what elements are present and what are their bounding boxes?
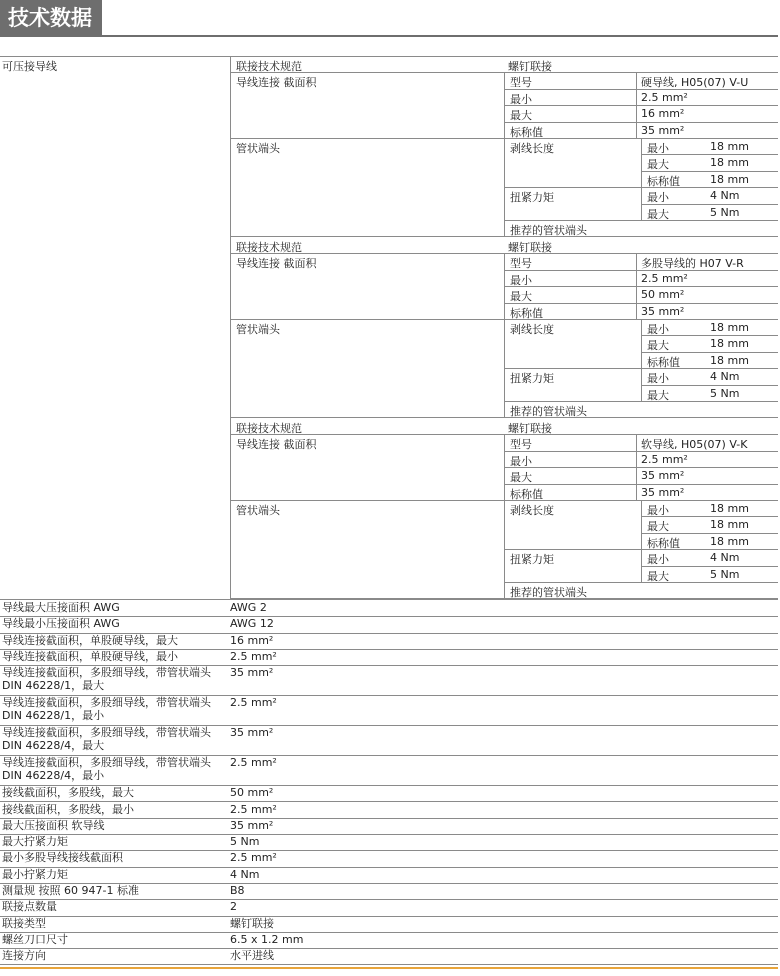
spec-value: 35 mm² [230, 666, 274, 680]
strip-min-label: 最小 [647, 504, 669, 517]
type-label: 型号 [510, 438, 532, 452]
row-rule [641, 516, 778, 517]
min-value: 2.5 mm² [641, 90, 688, 104]
spec-label: 螺丝刀口尺寸 [2, 932, 68, 946]
row-rule [504, 467, 778, 468]
spec-value: 水平进线 [230, 949, 274, 963]
row-rule [504, 89, 778, 90]
spec-value: 2.5 mm² [230, 756, 277, 770]
strip-nominal-value: 18 mm [710, 172, 749, 186]
strip-nominal-label: 标称值 [647, 174, 680, 188]
row-rule [504, 286, 778, 287]
spec-row [0, 818, 778, 835]
row-rule [504, 122, 778, 123]
spec-label: 最小多股导线接线截面积 [2, 851, 123, 865]
nominal-label: 标称值 [510, 487, 543, 501]
type-value: 硬导线, H05(07) V-U [641, 76, 749, 90]
strip-max-value: 18 mm [710, 337, 749, 351]
max-value: 50 mm² [641, 288, 685, 302]
row-rule [504, 401, 778, 402]
strip-min-value: 18 mm [710, 502, 749, 515]
cell-divider [641, 138, 642, 220]
row-rule [504, 549, 778, 550]
spec-value: AWG 2 [230, 601, 267, 614]
connection-spec-value: 螺钉联接 [508, 60, 552, 73]
spec-row [0, 695, 778, 726]
recommended-ferrule-label: 推荐的管状端头 [510, 224, 587, 237]
min-value: 2.5 mm² [641, 271, 688, 285]
torque-max-label: 最大 [647, 388, 669, 402]
spec-value: 螺钉联接 [230, 916, 274, 930]
spec-label: 导线连接截面积，多股细导线，带管状端头 DIN 46228/1，最小 [2, 696, 211, 723]
strip-length-label: 剥线长度 [510, 323, 554, 336]
row-rule [230, 236, 778, 237]
spec-value: 2.5 mm² [230, 649, 277, 663]
ferrule-label: 管状端头 [236, 504, 280, 517]
spec-label: 导线连接截面积，单股硬导线，最小 [2, 649, 178, 663]
spec-label: 导线连接截面积，单股硬导线，最大 [2, 633, 178, 647]
spec-label: 导线连接截面积，多股细导线，带管状端头 DIN 46228/4，最大 [2, 726, 211, 753]
recommended-ferrule-label: 推荐的管状端头 [510, 586, 587, 599]
torque-label: 扭紧力矩 [510, 553, 554, 567]
table-top-rule [0, 56, 778, 57]
strip-nominal-label: 标称值 [647, 355, 680, 369]
conductor-label: 可压接导线 [2, 60, 57, 73]
spec-label: 导线最小压接面积 AWG [2, 617, 120, 631]
type-value: 多股导线的 H07 V-R [641, 257, 744, 271]
torque-min-value: 4 Nm [710, 370, 740, 384]
spec-row [0, 649, 778, 666]
spec-label: 联接点数量 [2, 900, 57, 914]
spec-value: 4 Nm [230, 867, 260, 881]
type-value: 软导线, H05(07) V-K [641, 438, 748, 452]
nominal-value: 35 mm² [641, 485, 685, 499]
min-label: 最小 [510, 273, 532, 287]
spec-label: 导线最大压接面积 AWG [2, 601, 120, 614]
ferrule-label: 管状端头 [236, 142, 280, 155]
spec-label: 最大拧紧力矩 [2, 835, 68, 849]
max-value: 35 mm² [641, 469, 685, 483]
spec-row [0, 932, 778, 949]
row-rule [641, 352, 778, 353]
strip-max-value: 18 mm [710, 518, 749, 532]
strip-nominal-label: 标称值 [647, 536, 680, 550]
torque-min-label: 最小 [647, 553, 669, 567]
strip-max-value: 18 mm [710, 156, 749, 170]
spec-label: 导线连接截面积，多股细导线，带管状端头 DIN 46228/1，最大 [2, 666, 211, 693]
min-label: 最小 [510, 92, 532, 106]
torque-max-label: 最大 [647, 569, 669, 583]
min-label: 最小 [510, 454, 532, 468]
row-rule [504, 451, 778, 452]
cell-divider [641, 319, 642, 401]
max-label: 最大 [510, 109, 532, 123]
spec-row [0, 616, 778, 633]
nominal-label: 标称值 [510, 306, 543, 320]
torque-min-label: 最小 [647, 191, 669, 205]
strip-min-label: 最小 [647, 142, 669, 155]
spec-row [0, 899, 778, 916]
spec-row [0, 665, 778, 696]
strip-min-value: 18 mm [710, 140, 749, 153]
row-rule [504, 105, 778, 106]
torque-label: 扭紧力矩 [510, 372, 554, 386]
row-rule [504, 270, 778, 271]
spec-value: 35 mm² [230, 726, 274, 740]
spec-row [0, 600, 778, 617]
torque-max-label: 最大 [647, 207, 669, 221]
row-rule [504, 303, 778, 304]
nominal-label: 标称值 [510, 125, 543, 139]
connection-spec-value: 螺钉联接 [508, 241, 552, 254]
row-rule [641, 154, 778, 155]
strip-nominal-value: 18 mm [710, 353, 749, 367]
strip-min-label: 最小 [647, 323, 669, 336]
strip-max-label: 最大 [647, 520, 669, 534]
spec-label: 联接类型 [2, 916, 46, 930]
connection-spec-value: 螺钉联接 [508, 422, 552, 435]
row-rule [641, 171, 778, 172]
section-title: 技术数据 [0, 0, 102, 36]
torque-label: 扭紧力矩 [510, 191, 554, 205]
row-rule [641, 385, 778, 386]
spec-row [0, 785, 778, 802]
spec-label: 接线截面积，多股线，最小 [2, 802, 134, 816]
spec-value: 6.5 x 1.2 mm [230, 932, 304, 946]
spec-value: 2.5 mm² [230, 802, 277, 816]
strip-length-label: 剥线长度 [510, 504, 554, 517]
spec-row [0, 755, 778, 786]
cross-section-label: 导线连接 截面积 [236, 438, 317, 452]
row-rule [504, 220, 778, 221]
spec-row [0, 802, 778, 819]
recommended-ferrule-label: 推荐的管状端头 [510, 405, 587, 418]
strip-nominal-value: 18 mm [710, 534, 749, 548]
torque-max-value: 5 Nm [710, 386, 740, 400]
cell-divider [641, 500, 642, 582]
spec-label: 接线截面积，多股线，最大 [2, 786, 134, 800]
min-value: 2.5 mm² [641, 452, 688, 466]
row-rule [504, 582, 778, 583]
connection-spec-label: 联接技术规范 [236, 422, 302, 435]
cross-section-label: 导线连接 截面积 [236, 76, 317, 90]
spec-value: 50 mm² [230, 786, 274, 800]
spec-value: 16 mm² [230, 633, 274, 647]
section-header [0, 0, 780, 36]
spec-row [0, 850, 778, 867]
spec-row [0, 867, 778, 884]
row-rule [641, 533, 778, 534]
spec-row [0, 916, 778, 933]
title-rule [0, 35, 778, 37]
spec-row [0, 834, 778, 851]
spec-value: 2.5 mm² [230, 696, 277, 710]
spec-value: 5 Nm [230, 835, 260, 849]
spec-label: 最大压接面积 软导线 [2, 818, 105, 832]
spec-row [0, 883, 778, 900]
spec-label: 连接方向 [2, 949, 46, 963]
row-rule [641, 335, 778, 336]
row-rule [504, 368, 778, 369]
connection-spec-label: 联接技术规范 [236, 60, 302, 73]
spec-value: 35 mm² [230, 818, 274, 832]
spec-label: 导线连接截面积，多股细导线，带管状端头 DIN 46228/4，最小 [2, 756, 211, 783]
strip-length-label: 剥线长度 [510, 142, 554, 155]
spec-value: B8 [230, 884, 245, 897]
torque-max-value: 5 Nm [710, 567, 740, 581]
strip-min-value: 18 mm [710, 321, 749, 334]
torque-min-value: 4 Nm [710, 551, 740, 565]
row-rule [230, 417, 778, 418]
spec-label: 测量规 按照 60 947-1 标准 [2, 884, 139, 897]
strip-max-label: 最大 [647, 158, 669, 172]
torque-min-value: 4 Nm [710, 189, 740, 203]
spec-row [0, 633, 778, 650]
spec-value: 2.5 mm² [230, 851, 277, 865]
max-label: 最大 [510, 290, 532, 304]
type-label: 型号 [510, 76, 532, 90]
torque-max-value: 5 Nm [710, 205, 740, 219]
row-rule [504, 187, 778, 188]
spec-row [0, 948, 778, 965]
max-label: 最大 [510, 471, 532, 485]
nominal-value: 35 mm² [641, 123, 685, 137]
row-rule [504, 484, 778, 485]
connection-spec-label: 联接技术规范 [236, 241, 302, 254]
ferrule-label: 管状端头 [236, 323, 280, 336]
row-rule [641, 566, 778, 567]
cross-section-label: 导线连接 截面积 [236, 257, 317, 271]
spec-row [0, 725, 778, 756]
spec-value: 2 [230, 900, 237, 914]
spec-value: AWG 12 [230, 617, 274, 631]
max-value: 16 mm² [641, 107, 685, 121]
spec-label: 最小拧紧力矩 [2, 867, 68, 881]
bottom-rule [0, 967, 778, 969]
strip-max-label: 最大 [647, 339, 669, 353]
nominal-value: 35 mm² [641, 304, 685, 318]
torque-min-label: 最小 [647, 372, 669, 386]
row-rule [641, 204, 778, 205]
type-label: 型号 [510, 257, 532, 271]
